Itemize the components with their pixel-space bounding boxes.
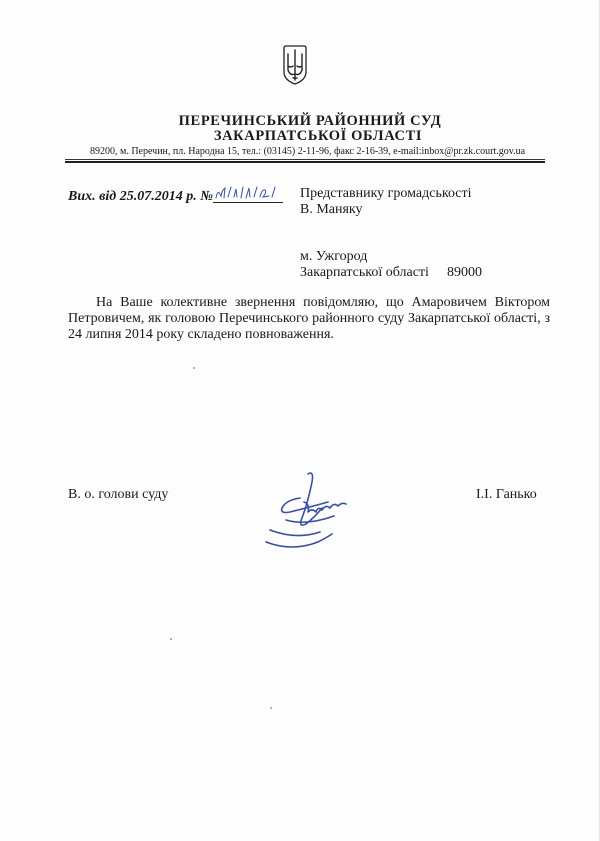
org-name-line1: ПЕРЕЧИНСЬКИЙ РАЙОННИЙ СУД <box>178 113 442 129</box>
handwritten-number-icon <box>213 184 283 202</box>
addressee-region: Закарпатської області <box>300 265 429 280</box>
scan-speck <box>170 638 172 640</box>
scan-speck <box>270 707 272 709</box>
ukraine-trident-icon <box>282 44 308 86</box>
reference-text: Вих. від 25.07.2014 р. № <box>68 189 214 204</box>
outgoing-reference <box>68 188 283 205</box>
handwritten-signature-icon <box>256 468 356 552</box>
header-rule-thin <box>65 159 545 160</box>
header-rule-thick <box>65 161 545 163</box>
signatory-name: І.І. Ганько <box>476 487 537 502</box>
reference-number-field <box>213 188 283 203</box>
letter-body: На Ваше колективне звернення повідомляю, що Амаровичем Віктором Петровичем, як головою Перечинського районного суду Закарпатської області, з 24 липня 2014 року складено повноваження. <box>68 295 550 342</box>
addressee-region-line <box>300 265 482 281</box>
org-name-line2: ЗАКАРПАТСЬКОЇ ОБЛАСТІ <box>213 128 423 144</box>
signatory-role: В. о. голови суду <box>68 487 169 502</box>
addressee-city: м. Ужгород <box>300 249 368 264</box>
scan-speck <box>193 367 195 369</box>
addressee-postal-code: 89000 <box>446 265 482 280</box>
org-contacts: 89200, м. Перечин, пл. Народна 15, тел.: (03145) 2-11-96, факс 2-16-39, e-mail:inbox@pr.zk.court.gov.ua <box>90 146 526 157</box>
addressee-line2: В. Маняку <box>300 202 363 217</box>
addressee-line1: Представнику громадськості <box>300 186 472 201</box>
